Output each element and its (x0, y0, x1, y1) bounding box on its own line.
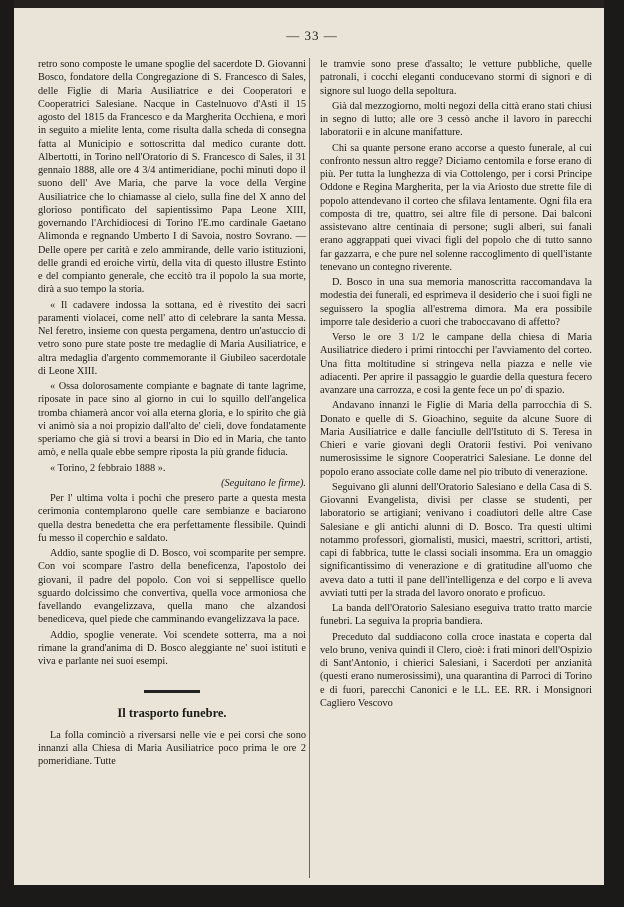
scan-border-bottom (0, 885, 624, 907)
paragraph: La banda dell'Oratorio Salesiano eseguiva tratto tratto marcie funebri. La seguiva la propria bandiera. (320, 603, 592, 628)
paragraph: Andavano innanzi le Figlie di Maria della parrocchia di S. Donato e quelle di S. Gioachino, seguite da alcune Suore di Maria Ausiliatrice e dalle fanciulle dell'Istituto di S. Teresa in Chieri e varie giovani degli Oratorii festivi. Poi venivano numerosissime le signore Cooperatrici Salesiane. Le donne del popolo erano associate colle dame nel pio tributo di venerazione. (320, 400, 592, 478)
paragraph: « Il cadavere indossa la sottana, ed è rivestito dei sacri paramenti violacei, come nell' atto di celebrare la santa Messa. Nel feretro, insieme con questa pergamena, dentro un'astuccio di vetro sono pure state poste tre medaglie di Maria Ausiliatrice, e altra medaglia d'argento commemorante il Giubileo sacerdotale di Leone XIII. (38, 299, 306, 377)
scan-border-top (0, 0, 624, 8)
section-divider (144, 690, 200, 693)
right-column (320, 58, 592, 712)
paragraph: Per l' ultima volta i pochi che presero parte a questa mesta cerimonia contemplarono quelle care sembianze e baciarono quella destra benedetta che era perfettamente flessibile. Quindi fu messo il coperchio e saldato. (38, 493, 306, 544)
paragraph: retro sono composte le umane spoglie del sacerdote D. Giovanni Bosco, fondatore della Congregazione di S. Francesco di Sales, delle Figlie di Maria Ausiliatrice e dei Cooperatori e Cooperatrici Salesiane. Nacque in Castelnuovo d'Asti il 15 agosto del 1815 da Francesco e da Margherita Occhiena, e morì in seguito a mielite lenta, come risulta dalla scheda di consegna fatta al Municipio e sottoscritta dal medico curante dott. Albertotti, in Torino nell'Oratorio di S. Francesco di Sales, il 31 gennaio 1888, alle ore 4 3/4 antimeridiane, pochi minuti dopo il suono dell' Ave Maria, che parve la voce della Vergine Ausiliatrice che lo chiamasse al cielo, sulla fine del X anno del glorioso pontificato del sapientissimo Papa Leone XIII, governando l'Archidiocesi di Torino l'E.mo cardinale Gaetano Alimonda e regnando Umberto I di Savoia, nostro Sovrano. — Delle opere per carità e zelo ammirande, delle vario istituzioni, delle grandi ed eroiche virtù, della vita di questo illustre Estinto e del compianto generale, che eccitò tra il popolo la sua morte, dirà a suo tempo la storia. (38, 59, 306, 296)
paragraph: Verso le ore 3 1/2 le campane della chiesa di Maria Ausiliatrice diedero i primi rintocchi per l'avviamento del corteo. Una fitta moltitudine si stringeva nella piazza e nelle vie adiacenti. Per aprire il passaggio le guardie della questura fecero avanzare una carrozza, e così la gente fece un po' di spazio. (320, 332, 592, 396)
paragraph: Preceduto dal suddiacono colla croce inastata e coperta dal velo bruno, veniva quindi il Clero, cioè: i frati minori dell'Ospizio di Sant'Antonio, i chierici Salesiani, i Sacerdoti per anzianità (questi erano numerosissimi), una quarantina di Parroci di Torino e di fuori, parecchi Canonici e le LL. EE. RR. i Monsignori Cagliero Vescovo (320, 631, 592, 709)
signature-line: (Seguitano le firme). (221, 477, 306, 489)
paragraph: Chi sa quante persone erano accorse a questo funerale, al cui confronto nessun altro regge? Diciamo centomila e forse erano di più. Per tutta la lunghezza di via Cottolengo, per i corsi Principe Oddone e Regina Margherita, per la via Ariosto due strette file di popolo attendevano il corteo che sfilava lentamente. Ogni fila era composta di tre, quattro, sei altre file di persone. Dai balconi assistevano altre centinaia di persone; sugli alberi, sui fanali erano aggrappati quei vivaci figli del popolo che di tutto sanno far gazzarra, e che pure nel solenne raccoglimento di quell'istante tenevano un contegno riverente. (320, 142, 592, 273)
left-column (38, 58, 306, 770)
paragraph: le tramvie sono prese d'assalto; le vetture pubbliche, quelle patronali, i cocchi eleganti conducevano stormi di signori e di signore sul luogo della sepoltura. (320, 59, 592, 97)
scan-border-right (604, 0, 624, 907)
paragraph: Seguivano gli alunni dell'Oratorio Salesiano e della Casa di S. Giovanni Evangelista, divisi per classe se studenti, per laboratorio se artigiani; venivano i coadiutori delle altre Case Salesiane e gli antichi alunni di D. Bosco. Tra questi ultimi notammo professori, giornalisti, musici, maestri, scrittori, artisti, capi di fabbrica, tutte le classi sociali insomma. Era un omaggio significantissimo di venerazione e di gratitudine all'uomo che aveva dato a tutti il pane dell'intelligenza e del corpo e li aveva avviati tutti per la strada del lavoro onorato e proficuo. (320, 481, 592, 599)
paragraph: Addio, spoglie venerate. Voi scendete sotterra, ma a noi rimane la grand'anima di D. Bosco aleggiante ne' suoi istituti e viva e parlante nei suoi esempi. (38, 629, 306, 667)
date-line: « Torino, 2 febbraio 1888 ». (50, 462, 166, 474)
paragraph: « Ossa dolorosamente compiante e bagnate di tante lagrime, riposate in pace sino al giorno in cui lo squillo dell'angelica tromba chiamerà ancor voi alla eterna gloria, e lo spirito che già vi animò sia a noi propizio dall'alto de' cieli, dove fondatamente speriamo che già si trovi a bearsi in Dio ed in Maria, che tanto amò, e nella quale ebbe sempre riposta la più grande fiducia. (38, 381, 306, 459)
scan-border-left (0, 0, 14, 907)
paragraph: Già dal mezzogiorno, molti negozi della città erano stati chiusi in segno di lutto; alle ore 3 cessò anche il lavoro in parecchi laboratorii e in alcune manifatture. (320, 100, 592, 139)
paragraph: Addio, sante spoglie di D. Bosco, voi scomparite per sempre. Con voi scompare l'astro della beneficenza, l'apostolo dei giovani, il padre del popolo. Con voi si seppellisce quello sguardo dolcissimo che convertiva, quella voce armoniosa che favellando evangelizzava, quella mano che alzandosi benediceva, quel piede che camminando evangelizzava la pace. (38, 548, 306, 626)
paragraph: La folla cominciò a riversarsi nelle vie e pei corsi che sono innanzi alla Chiesa di Maria Ausiliatrice poco prima le ore 2 pomeridiane. Tutte (38, 729, 306, 767)
column-divider (309, 58, 310, 878)
paragraph: D. Bosco in una sua memoria manoscritta raccomandava la modestia dei funerali, ed esprimeva il desiderio che i suoi figli ne seguissero la spoglia all'estrema dimora. Ma era possibile imporre tale desiderio a cuori che traboccavano di affetto? (320, 277, 592, 328)
section-heading: Il trasporto funebre. (117, 706, 227, 721)
page-number: — 33 — (286, 28, 338, 43)
